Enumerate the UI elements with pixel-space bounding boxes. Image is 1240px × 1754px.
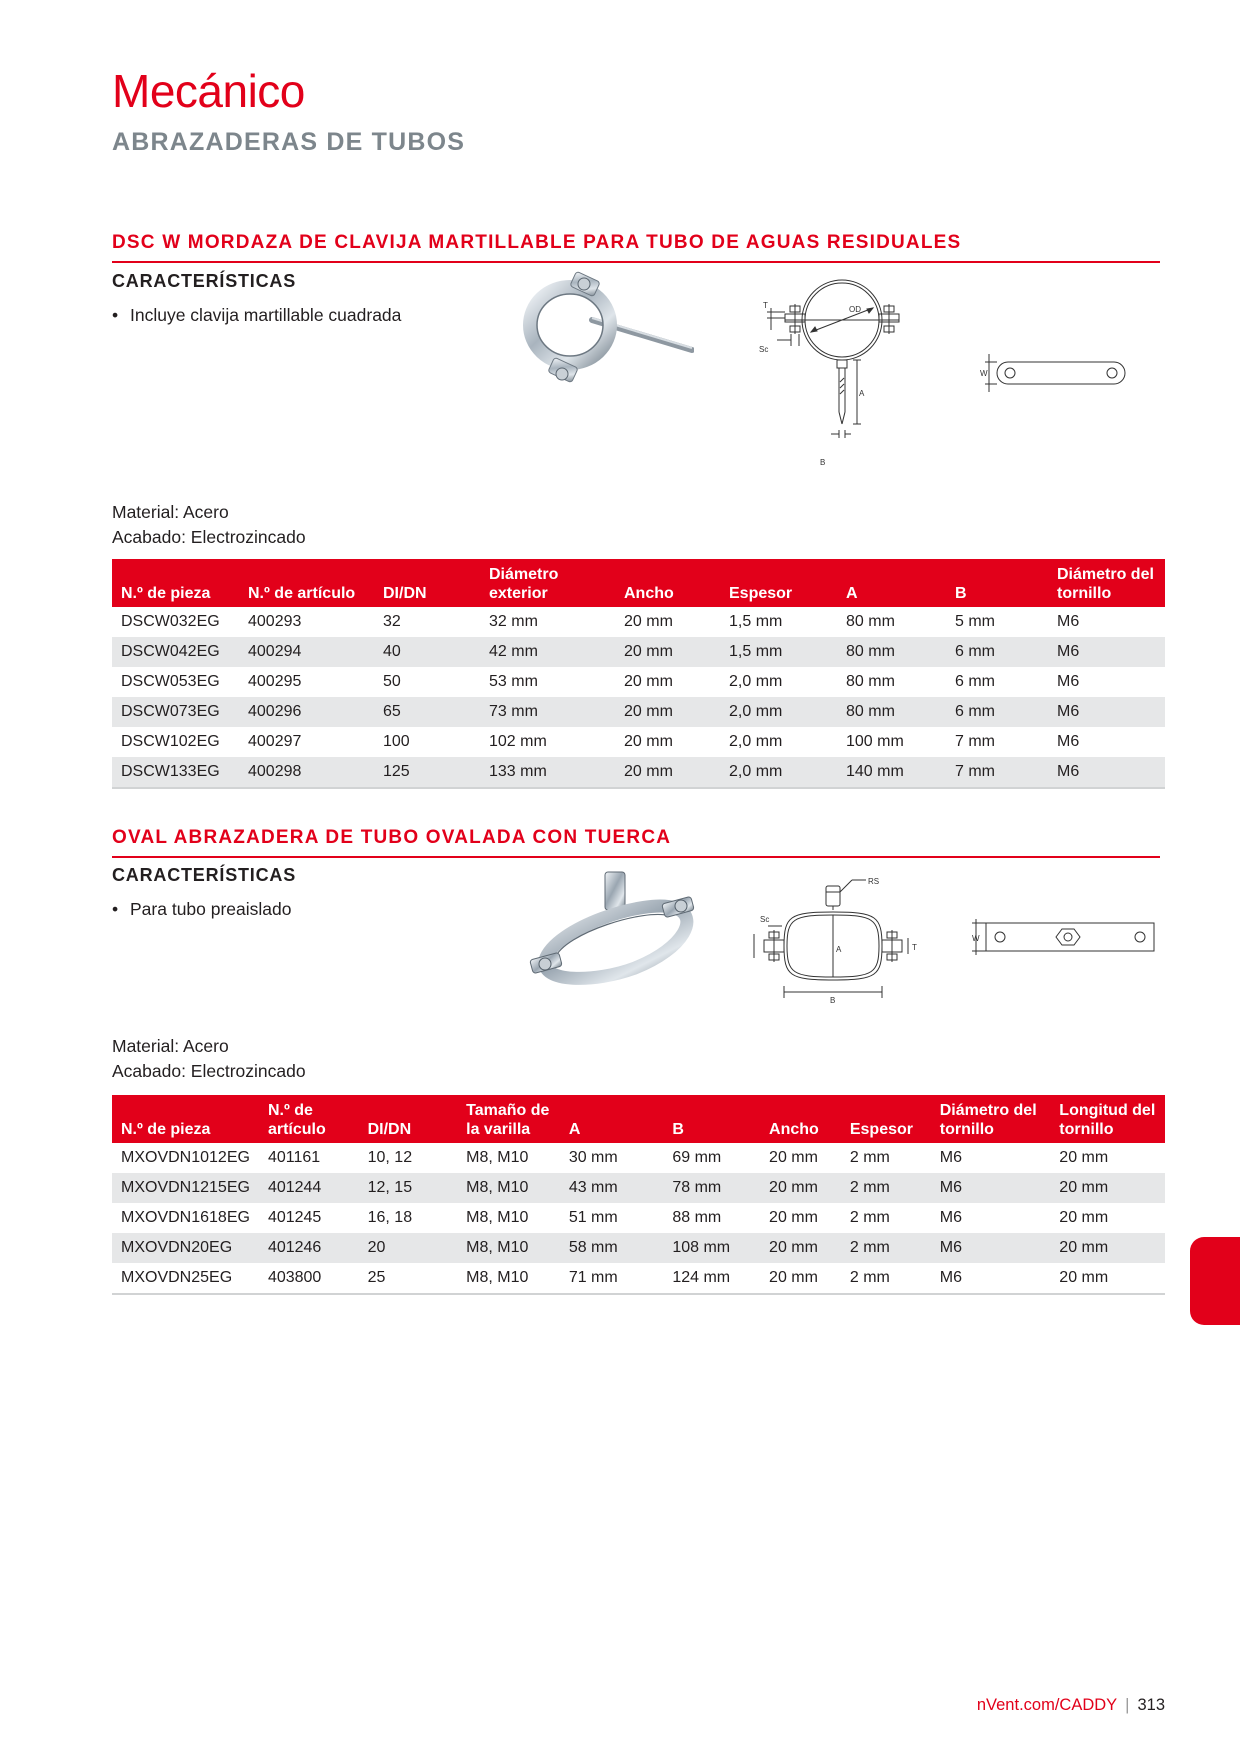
table-cell: 125 [374,757,480,788]
column-header: N.º de pieza [112,559,239,607]
table-cell: 401161 [267,1149,321,1166]
table-cell: DSCW102EG [121,733,220,750]
table-cell: M6 [1057,673,1080,690]
table-cell: 401246 [259,1233,359,1263]
table-cell: 80 mm [846,673,895,690]
feature-bullet-text: Para tubo preaislado [130,899,292,919]
table-cell: 50 [383,673,401,690]
table-cell: 40 [374,637,480,667]
drawing-label-t: T [763,301,768,310]
table-cell: 20 mm [1059,1209,1109,1226]
drawing-label-rs: RS [868,877,880,886]
drawing-label-a: A [836,945,842,954]
column-header: Longitud del tornillo [1050,1095,1165,1143]
table-cell: DSCW073EG [112,697,239,727]
table-cell: 7 mm [955,733,995,750]
table-cell: M6 [1048,637,1165,667]
page-number: 313 [1137,1696,1165,1714]
oval-side-drawing [968,917,1158,957]
table-cell: 124 mm [663,1263,760,1294]
table-cell: M6 [931,1233,1051,1263]
table-cell: DSCW042EG [112,637,239,667]
table-cell: 20 mm [760,1233,841,1263]
table-cell: 6 mm [955,673,995,690]
drawing-label-w: W [980,369,988,378]
table-cell: 1,5 mm [729,613,783,630]
table-cell: 80 mm [846,613,895,630]
column-header: Espesor [720,559,837,607]
table-cell: DSCW053EG [121,673,220,690]
column-header: B [663,1095,760,1143]
table-cell: M6 [939,1209,962,1226]
feature-bullet: • Incluye clavija martillable cuadrada [112,305,402,325]
table-row [112,1263,1165,1294]
table-cell: 100 mm [846,733,904,750]
column-header: Ancho [760,1095,841,1143]
dscw-product-image [522,270,694,400]
column-header: A [837,559,946,607]
table-cell: 7 mm [946,757,1048,788]
table-cell: 20 mm [1059,1149,1109,1166]
table-cell: 20 mm [1050,1173,1165,1203]
table-cell: 80 mm [837,637,946,667]
column-header: DI/DN [374,559,480,607]
table-row [112,1203,1165,1233]
table-cell: 2 mm [849,1209,890,1226]
table-cell: M6 [1057,613,1080,630]
table-cell: 20 mm [1050,1263,1165,1294]
table-cell: 400298 [239,757,374,788]
dscw-spec-table [112,559,1165,789]
drawing-label-od: OD [849,305,861,314]
table-cell: 400293 [248,613,302,630]
column-header: DI/DN [359,1095,458,1143]
table-cell: 88 mm [672,1209,722,1226]
column-header: Diámetro exterior [480,559,615,607]
table-cell: 5 mm [955,613,995,630]
table-cell: M6 [1057,733,1080,750]
table-cell: 80 mm [837,697,946,727]
table-cell: 102 mm [489,733,547,750]
table-cell: DSCW032EG [121,613,220,630]
features-heading: CARACTERÍSTICAS [112,865,297,885]
table-cell: 65 [374,697,480,727]
table-cell: 30 mm [568,1149,618,1166]
table-cell: 20 mm [615,757,720,788]
drawing-label-a: A [859,389,865,398]
table-row [112,1173,1165,1203]
column-header: Diámetro del tornillo [931,1095,1051,1143]
finish-text: Acabado: Electrozincado [112,527,306,547]
table-cell: 2 mm [841,1173,931,1203]
feature-bullet: • Para tubo preaislado [112,899,292,919]
table-cell: 78 mm [663,1173,760,1203]
table-cell: 20 [359,1233,458,1263]
table-row [112,1233,1165,1263]
table-cell: MXOVDN1618EG [121,1209,250,1226]
table-cell: 140 mm [837,757,946,788]
table-cell: 20 mm [1050,1233,1165,1263]
table-cell: 12, 15 [359,1173,458,1203]
footer-separator: | [1125,1696,1130,1714]
table-cell: 400294 [239,637,374,667]
table-cell: 20 mm [615,697,720,727]
column-header: N.º de pieza [112,1095,259,1143]
table-cell: 2,0 mm [729,673,783,690]
table-cell: M6 [1048,757,1165,788]
page-footer [977,1696,1165,1715]
drawing-label-sc: Sc [760,915,770,924]
table-cell: 2,0 mm [720,757,837,788]
table-cell: M8, M10 [466,1209,529,1226]
table-cell: 20 mm [624,733,673,750]
table-cell: 133 mm [480,757,615,788]
table-cell: 6 mm [946,697,1048,727]
table-cell: M6 [1048,697,1165,727]
section-side-tab [1190,1237,1240,1325]
table-cell: 16, 18 [367,1209,413,1226]
column-header: Tamaño de la varilla [457,1095,560,1143]
drawing-label-w: W [972,934,980,943]
table-row [112,697,1165,727]
material-info [112,1034,306,1084]
table-row [112,757,1165,788]
material-text: Material: Acero [112,1036,229,1056]
table-cell: 20 mm [615,637,720,667]
features-heading: CARACTERÍSTICAS [112,271,297,291]
table-cell: M6 [939,1149,962,1166]
material-text: Material: Acero [112,502,229,522]
column-header: A [560,1095,664,1143]
column-header: B [946,559,1048,607]
table-cell: 1,5 mm [720,637,837,667]
table-cell: M6 [931,1263,1051,1294]
table-cell: 73 mm [480,697,615,727]
table-row [112,727,1165,757]
drawing-label-b: B [830,996,836,1004]
table-cell: MXOVDN20EG [112,1233,259,1263]
table-cell: 108 mm [663,1233,760,1263]
table-cell: 2 mm [841,1263,931,1294]
column-header: N.º de artículo [259,1095,359,1143]
oval-spec-table [112,1095,1165,1295]
table-cell: 69 mm [672,1149,722,1166]
table-header-row [112,559,1165,607]
footer-site-link[interactable]: nVent.com/CADDY [976,1696,1118,1714]
table-cell: 401245 [267,1209,322,1226]
page-title: Mecánico [112,65,305,117]
table-cell: 400296 [239,697,374,727]
table-cell: 20 mm [760,1263,841,1294]
table-cell: 20 mm [769,1209,818,1226]
table-cell: 6 mm [946,637,1048,667]
table-cell: 32 [383,613,401,630]
table-cell: DSCW133EG [112,757,239,788]
table-row [112,667,1165,697]
column-header: Ancho [615,559,720,607]
table-cell: 100 [383,733,410,750]
table-cell: 2,0 mm [729,733,783,750]
table-cell: 42 mm [480,637,615,667]
table-cell: 400295 [248,673,302,690]
table-cell: 25 [359,1263,458,1294]
drawing-label-b: B [820,458,826,467]
table-cell: 400297 [248,733,302,750]
table-cell: 43 mm [560,1173,664,1203]
section-title-dscw: DSC W MORDAZA DE CLAVIJA MARTILLABLE PARA TUBO DE AGUAS RESIDUALES [112,232,1160,263]
drawing-label-sc: Sc [759,345,769,354]
table-cell: 71 mm [560,1263,664,1294]
feature-bullet-text: Incluye clavija martillable cuadrada [130,305,402,325]
table-cell: 20 mm [624,613,673,630]
table-cell: M8, M10 [457,1263,560,1294]
column-header: N.º de artículo [239,559,374,607]
oval-technical-drawing [748,862,938,1004]
table-cell: M6 [931,1173,1051,1203]
drawing-label-t: T [912,943,917,952]
table-cell: 20 mm [769,1149,818,1166]
table-cell: 2,0 mm [720,697,837,727]
table-cell: 20 mm [624,673,673,690]
table-cell: 2 mm [849,1149,890,1166]
oval-product-image [525,868,705,998]
column-header: Diámetro del tornillo [1048,559,1165,607]
table-cell: 51 mm [568,1209,618,1226]
table-cell: MXOVDN25EG [112,1263,259,1294]
column-header: Espesor [841,1095,931,1143]
table-cell: 20 mm [760,1173,841,1203]
table-header-row [112,1095,1165,1143]
table-cell: M8, M10 [457,1233,560,1263]
table-cell: 10, 12 [367,1149,413,1166]
page-subtitle: ABRAZADERAS DE TUBOS [112,128,466,156]
material-info [112,500,306,550]
table-cell: 58 mm [560,1233,664,1263]
finish-text: Acabado: Electrozincado [112,1061,306,1081]
table-cell: M8, M10 [457,1173,560,1203]
table-cell: 401244 [259,1173,359,1203]
table-cell: M8, M10 [466,1149,529,1166]
table-row [112,637,1165,667]
dscw-side-drawing [975,350,1135,398]
table-cell: 403800 [259,1263,359,1294]
section-title-oval: OVAL ABRAZADERA DE TUBO OVALADA CON TUERCA [112,827,1160,858]
table-cell: MXOVDN1215EG [112,1173,259,1203]
table-row [112,1143,1165,1173]
dscw-technical-drawing [755,272,915,467]
table-cell: 53 mm [489,673,538,690]
table-cell: 32 mm [489,613,538,630]
table-cell: MXOVDN1012EG [121,1149,250,1166]
table-cell: 2 mm [841,1233,931,1263]
table-row [112,607,1165,637]
